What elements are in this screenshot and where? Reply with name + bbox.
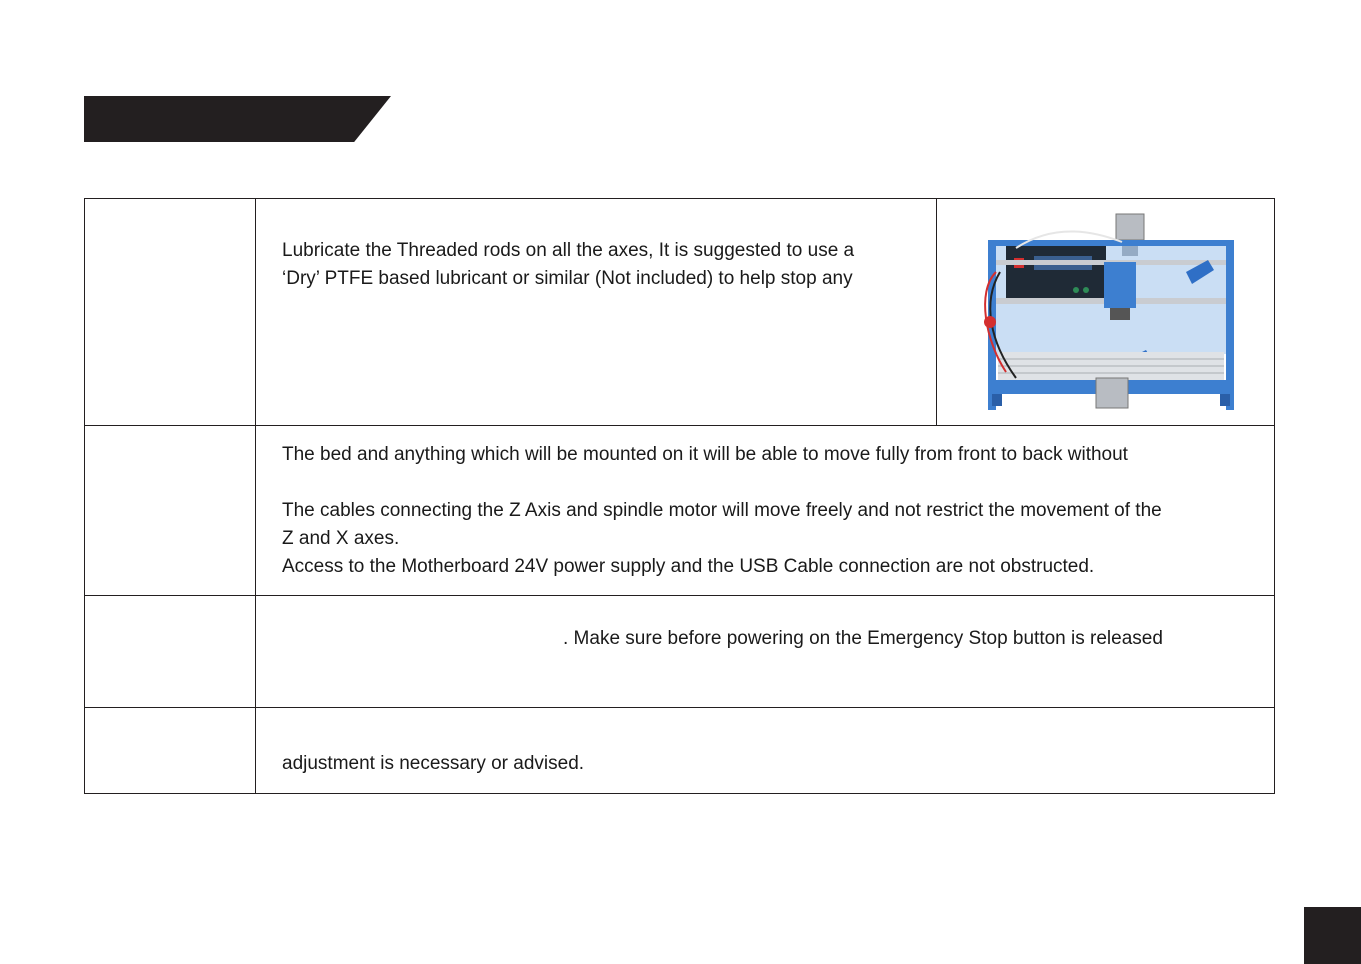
section-header-bar: [84, 96, 391, 142]
row-label-cell: [85, 708, 256, 794]
row-label-cell: [85, 596, 256, 708]
page-number-tab: [1304, 907, 1361, 964]
row-label-cell: [85, 199, 256, 426]
row-label-cell: [85, 426, 256, 596]
table-row: [85, 708, 1275, 794]
table-row: [85, 426, 1275, 596]
table-row: [85, 596, 1275, 708]
cable-line-1: The cables connecting the Z Axis and spindle motor will move freely and not restrict the movement of the: [282, 500, 1162, 521]
check-table: [84, 198, 1275, 794]
access-line: Access to the Motherboard 24V power supply and the USB Cable connection are not obstructed.: [282, 556, 1095, 577]
lubricate-line-2: ‘Dry’ PTFE based lubricant or similar (Not included) to help stop any: [282, 268, 853, 289]
lubricate-line-1: Lubricate the Threaded rods on all the axes, It is suggested to use a: [282, 240, 855, 261]
row-text-cell: [256, 199, 937, 426]
cable-line-2: Z and X axes.: [282, 528, 400, 549]
row-text-cell: [256, 708, 1275, 794]
image-cell: [937, 199, 1275, 426]
cnc-machine-image: [956, 212, 1256, 412]
row-text-cell: [256, 596, 1275, 708]
table-row: [85, 199, 1275, 426]
emergency-stop-line: . Make sure before powering on the Emergency Stop button is released: [563, 628, 1163, 649]
row-text-cell: [256, 426, 1275, 596]
adjustment-line: adjustment is necessary or advised.: [282, 753, 585, 774]
bed-clearance-line: The bed and anything which will be mounted on it will be able to move fully from front to back without: [282, 444, 1128, 465]
